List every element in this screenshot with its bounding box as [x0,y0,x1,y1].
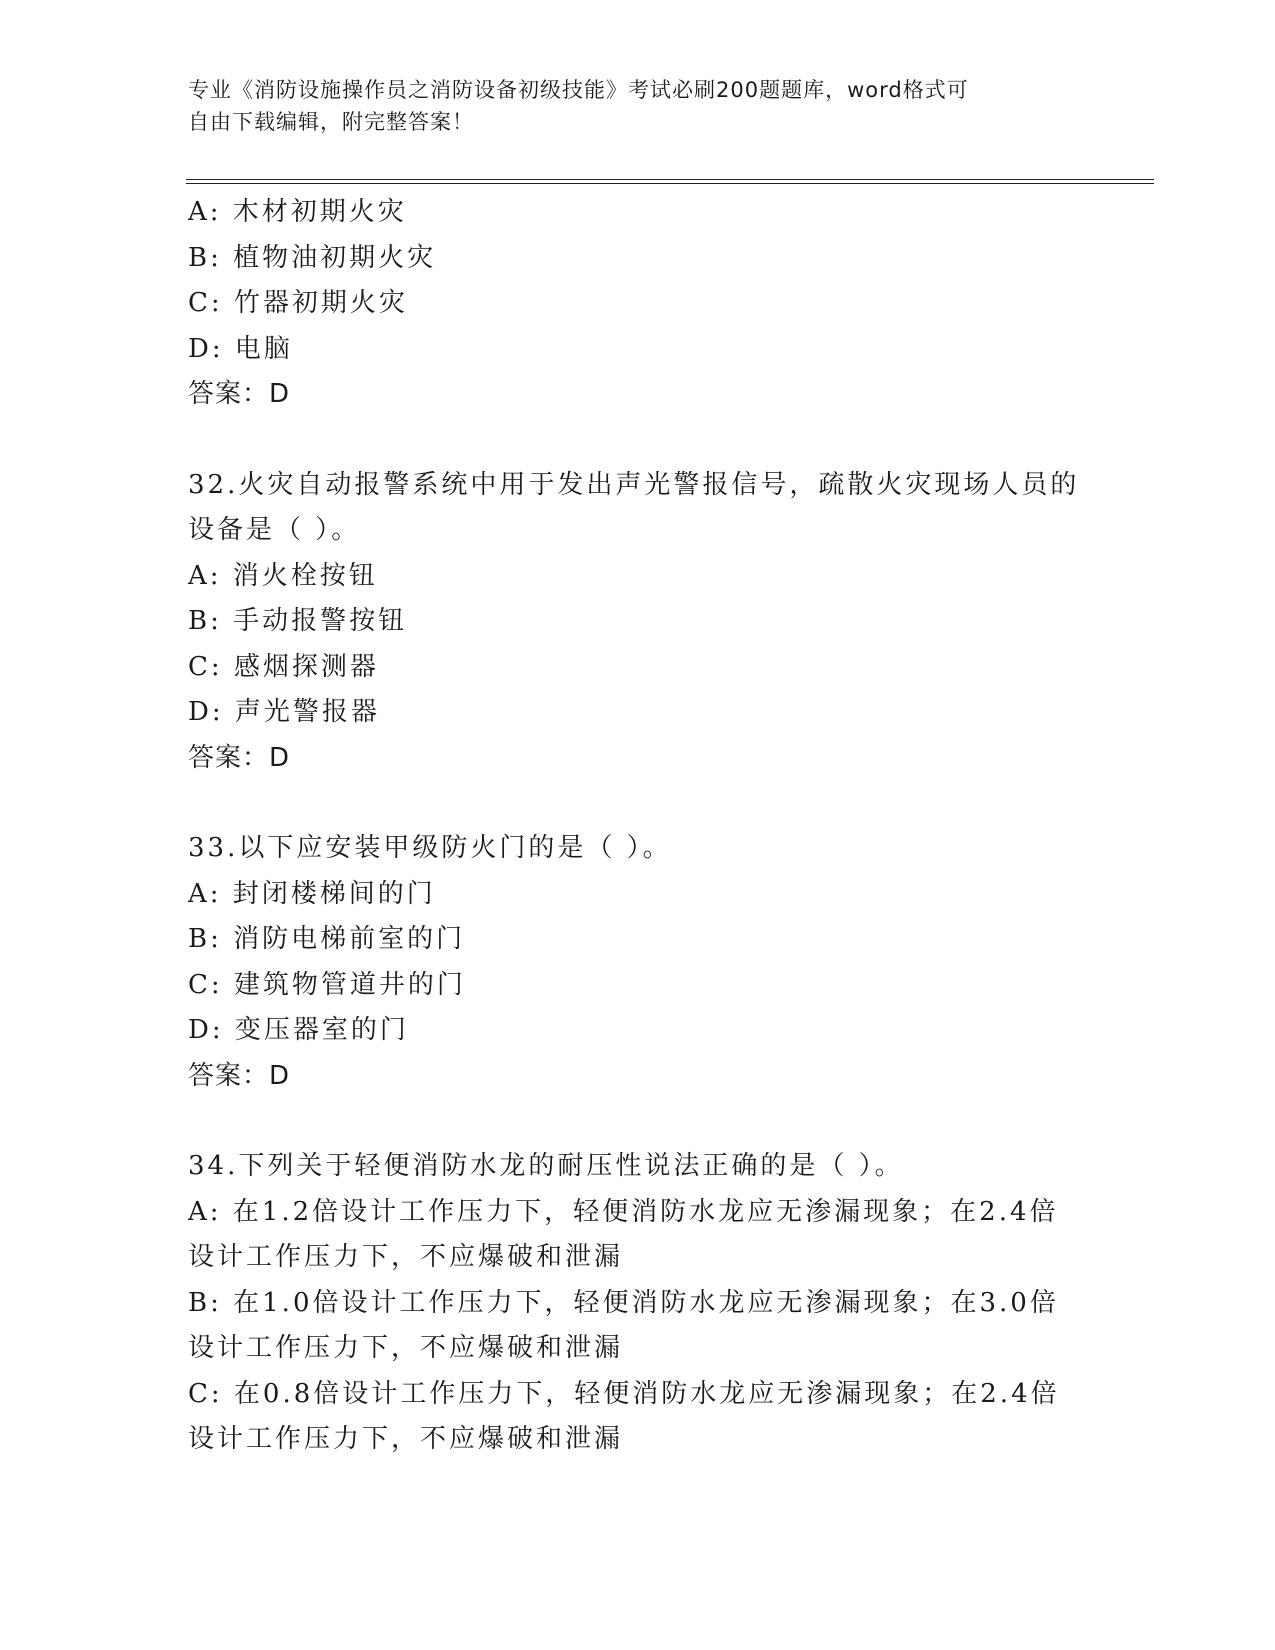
q32-option-b: B: 手动报警按钮 [188,606,408,636]
spacer [188,418,1088,463]
q33-option-a: A: 封闭楼梯间的门 [188,878,436,909]
q34-option-b-line-1: B: 在1.0倍设计工作压力下，轻便消防水龙应无渗漏现象；在3.0倍 [188,1287,1059,1318]
header-title-line-2: 自由下载编辑，附完整答案！ [188,110,474,134]
q32-option-a: A: 消火栓按钮 [188,560,378,591]
q33-stem-line-1: 33.以下应安装甲级防火门的是（ ）。 [188,833,672,863]
q33-option-d: D: 变压器室的门 [188,1015,409,1045]
q33-answer: 答案：D [188,1060,291,1091]
q34-option-c-line-1: C: 在0.8倍设计工作压力下，轻便消防水龙应无渗漏现象；在2.4倍 [188,1378,1060,1409]
q31-option-a: A: 木材初期火灾 [188,197,407,227]
question-list [188,190,1088,1463]
q31-option-d: D: 电脑 [188,333,293,364]
header-divider-top [186,179,1154,180]
q34-option-a-line-1: A: 在1.2倍设计工作压力下，轻便消防水龙应无渗漏现象；在2.4倍 [188,1196,1059,1227]
spacer [188,1099,1088,1144]
page-header [188,74,1068,138]
q31-option-b: B: 植物油初期火灾 [188,242,437,273]
q32-stem-line-1: 32.火灾自动报警系统中用于发出声光警报信号，疏散火灾现场人员的 [188,469,1080,500]
q32-answer: 答案：D [188,742,291,773]
q31-option-c: C: 竹器初期火灾 [188,288,408,318]
header-title-line-1: 专业《消防设施操作员之消防设备初级技能》考试必刷200题题库，word格式可 [188,78,969,102]
q34-stem-line-1: 34.下列关于轻便消防水龙的耐压性说法正确的是（ ）。 [188,1151,904,1181]
q31-answer: 答案：D [188,379,291,409]
q33-option-c: C: 建筑物管道井的门 [188,969,466,1000]
header-divider-bottom [186,183,1154,184]
q34-option-b-line-2: 设计工作压力下，不应爆破和泄漏 [188,1333,624,1363]
q34-option-c-line-2: 设计工作压力下，不应爆破和泄漏 [188,1424,624,1454]
q32-stem-line-2: 设备是（ ）。 [188,515,361,545]
q34-option-a-line-2: 设计工作压力下，不应爆破和泄漏 [188,1242,624,1272]
question-33-block [188,826,1088,1099]
question-32-block [188,463,1088,782]
q32-option-d: D: 声光警报器 [188,697,380,727]
spacer [188,781,1088,826]
q32-option-c: C: 感烟探测器 [188,651,379,682]
q33-option-b: B: 消防电梯前室的门 [188,924,466,954]
question-31-block [188,190,1088,418]
question-34-block [188,1144,1088,1463]
